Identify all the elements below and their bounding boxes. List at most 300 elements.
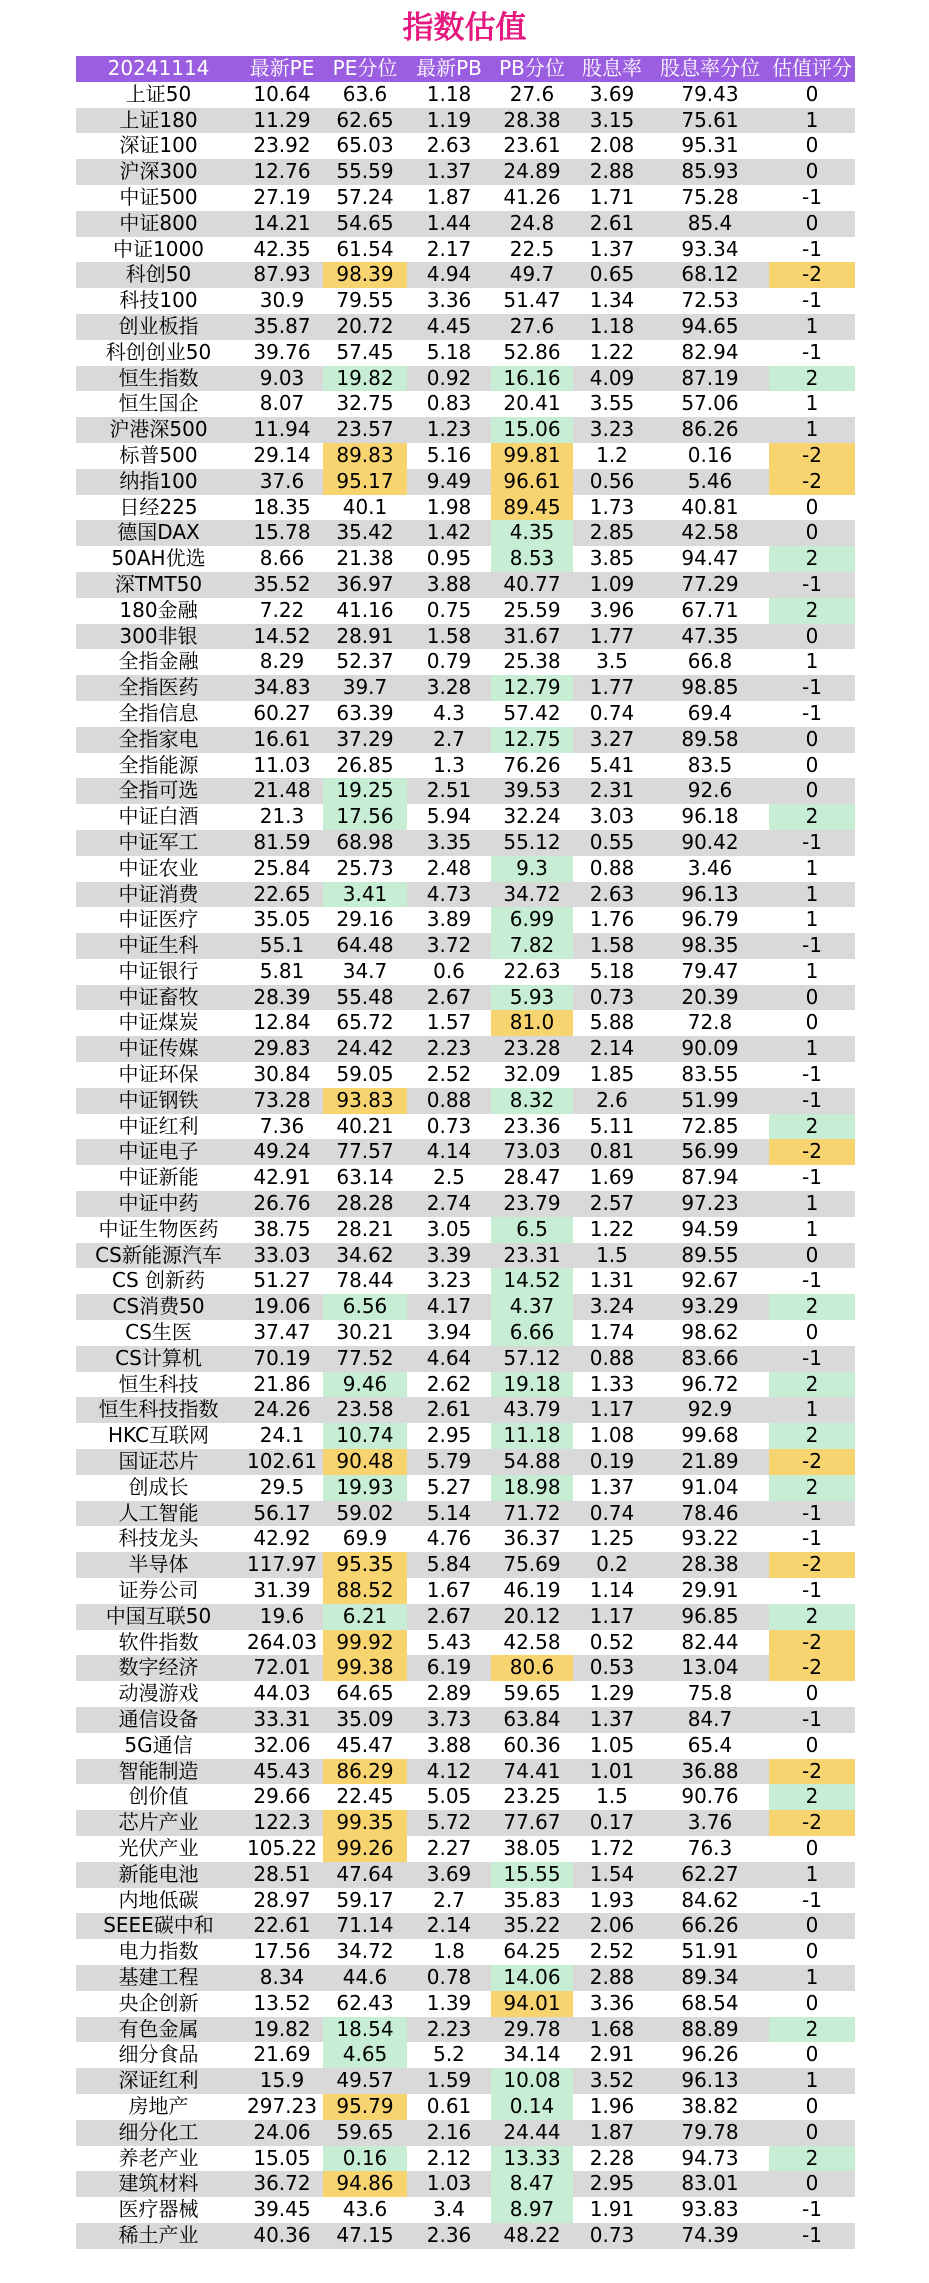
pb-percentile-cell: 0.14 — [491, 2094, 573, 2120]
pe-cell: 8.66 — [241, 546, 323, 572]
pe-cell: 102.61 — [241, 1449, 323, 1475]
header-pb-percentile: PB分位 — [491, 56, 573, 82]
pe-percentile-cell: 10.74 — [323, 1423, 407, 1449]
table-row — [76, 185, 855, 211]
pb-cell: 9.49 — [407, 469, 491, 495]
table-row — [76, 391, 855, 417]
pb-cell: 5.27 — [407, 1475, 491, 1501]
dividend-yield-cell: 1.72 — [573, 1836, 651, 1862]
pb-percentile-cell: 43.79 — [491, 1397, 573, 1423]
valuation-table — [76, 56, 855, 2249]
pb-percentile-cell: 59.65 — [491, 1681, 573, 1707]
pb-percentile-cell: 71.72 — [491, 1501, 573, 1527]
pe-percentile-cell: 79.55 — [323, 288, 407, 314]
dividend-percentile-cell: 98.85 — [651, 675, 769, 701]
pe-percentile-cell: 52.37 — [323, 649, 407, 675]
table-row — [76, 1501, 855, 1527]
pe-percentile-cell: 88.52 — [323, 1578, 407, 1604]
pb-percentile-cell: 23.25 — [491, 1784, 573, 1810]
header-pe: 最新PE — [241, 56, 323, 82]
dividend-percentile-cell: 75.61 — [651, 108, 769, 134]
pe-percentile-cell: 94.86 — [323, 2171, 407, 2197]
pb-cell: 3.94 — [407, 1320, 491, 1346]
table-row — [76, 649, 855, 675]
pb-percentile-cell: 20.12 — [491, 1604, 573, 1630]
dividend-percentile-cell: 79.78 — [651, 2120, 769, 2146]
table-row — [76, 856, 855, 882]
dividend-yield-cell: 2.28 — [573, 2146, 651, 2172]
score-cell: 0 — [769, 1939, 855, 1965]
pe-percentile-cell: 59.02 — [323, 1501, 407, 1527]
pb-percentile-cell: 6.66 — [491, 1320, 573, 1346]
pb-percentile-cell: 35.22 — [491, 1913, 573, 1939]
pe-cell: 11.94 — [241, 417, 323, 443]
dividend-percentile-cell: 96.18 — [651, 804, 769, 830]
pe-cell: 24.26 — [241, 1397, 323, 1423]
table-row — [76, 598, 855, 624]
pb-percentile-cell: 25.38 — [491, 649, 573, 675]
pb-cell: 3.05 — [407, 1217, 491, 1243]
pb-cell: 4.14 — [407, 1139, 491, 1165]
score-cell: 0 — [769, 2042, 855, 2068]
pb-percentile-cell: 14.06 — [491, 1965, 573, 1991]
pb-percentile-cell: 57.42 — [491, 701, 573, 727]
table-row — [76, 624, 855, 650]
pb-percentile-cell: 32.09 — [491, 1062, 573, 1088]
pb-cell: 2.48 — [407, 856, 491, 882]
table-row — [76, 443, 855, 469]
pe-cell: 35.87 — [241, 314, 323, 340]
score-cell: 1 — [769, 314, 855, 340]
pb-cell: 0.6 — [407, 959, 491, 985]
pe-percentile-cell: 37.29 — [323, 727, 407, 753]
pe-cell: 264.03 — [241, 1630, 323, 1656]
score-cell: -2 — [769, 443, 855, 469]
dividend-yield-cell: 3.36 — [573, 1991, 651, 2017]
pe-cell: 31.39 — [241, 1578, 323, 1604]
pe-cell: 12.76 — [241, 159, 323, 185]
pb-cell: 5.14 — [407, 1501, 491, 1527]
score-cell: -1 — [769, 185, 855, 211]
pb-percentile-cell: 32.24 — [491, 804, 573, 830]
dividend-yield-cell: 3.5 — [573, 649, 651, 675]
pe-cell: 35.05 — [241, 907, 323, 933]
pb-cell: 3.39 — [407, 1243, 491, 1269]
pb-percentile-cell: 28.38 — [491, 108, 573, 134]
pe-cell: 33.03 — [241, 1243, 323, 1269]
dividend-yield-cell: 0.17 — [573, 1810, 651, 1836]
pb-percentile-cell: 41.26 — [491, 185, 573, 211]
dividend-yield-cell: 1.93 — [573, 1888, 651, 1914]
score-cell: 1 — [769, 1397, 855, 1423]
pe-cell: 10.64 — [241, 82, 323, 108]
dividend-yield-cell: 1.69 — [573, 1165, 651, 1191]
pb-cell: 3.89 — [407, 907, 491, 933]
index-name-cell: 全指信息 — [76, 701, 241, 727]
pb-percentile-cell: 81.0 — [491, 1010, 573, 1036]
pb-percentile-cell: 23.36 — [491, 1114, 573, 1140]
pe-percentile-cell: 35.09 — [323, 1707, 407, 1733]
pe-cell: 12.84 — [241, 1010, 323, 1036]
dividend-yield-cell: 1.74 — [573, 1320, 651, 1346]
score-cell: -1 — [769, 572, 855, 598]
dividend-percentile-cell: 90.09 — [651, 1036, 769, 1062]
pb-cell: 1.18 — [407, 82, 491, 108]
score-cell: -2 — [769, 469, 855, 495]
score-cell: 1 — [769, 1191, 855, 1217]
pe-cell: 51.27 — [241, 1268, 323, 1294]
dividend-yield-cell: 2.6 — [573, 1088, 651, 1114]
dividend-percentile-cell: 68.12 — [651, 262, 769, 288]
score-cell: 1 — [769, 2068, 855, 2094]
index-name-cell: 中证500 — [76, 185, 241, 211]
score-cell: 2 — [769, 1423, 855, 1449]
score-cell: -1 — [769, 288, 855, 314]
index-name-cell: 稀土产业 — [76, 2223, 241, 2249]
table-row — [76, 262, 855, 288]
pb-percentile-cell: 8.32 — [491, 1088, 573, 1114]
pe-percentile-cell: 57.45 — [323, 340, 407, 366]
header-score: 估值评分 — [769, 56, 855, 82]
dividend-yield-cell: 1.25 — [573, 1526, 651, 1552]
dividend-percentile-cell: 86.26 — [651, 417, 769, 443]
dividend-yield-cell: 1.68 — [573, 2017, 651, 2043]
pb-cell: 1.44 — [407, 211, 491, 237]
pb-percentile-cell: 52.86 — [491, 340, 573, 366]
dividend-percentile-cell: 42.58 — [651, 520, 769, 546]
table-row — [76, 1294, 855, 1320]
table-row — [76, 1243, 855, 1269]
header-dividend-percentile: 股息率分位 — [651, 56, 769, 82]
table-row — [76, 366, 855, 392]
pb-cell: 0.88 — [407, 1088, 491, 1114]
table-row — [76, 288, 855, 314]
dividend-yield-cell: 1.05 — [573, 1733, 651, 1759]
dividend-percentile-cell: 69.4 — [651, 701, 769, 727]
index-name-cell: 科技100 — [76, 288, 241, 314]
pb-cell: 0.83 — [407, 391, 491, 417]
dividend-percentile-cell: 94.73 — [651, 2146, 769, 2172]
pb-percentile-cell: 4.35 — [491, 520, 573, 546]
score-cell: -1 — [769, 675, 855, 701]
dividend-percentile-cell: 62.27 — [651, 1862, 769, 1888]
dividend-yield-cell: 0.52 — [573, 1630, 651, 1656]
index-name-cell: CS 创新药 — [76, 1268, 241, 1294]
pb-percentile-cell: 9.3 — [491, 856, 573, 882]
score-cell: -2 — [769, 1655, 855, 1681]
table-row — [76, 1475, 855, 1501]
dividend-percentile-cell: 75.28 — [651, 185, 769, 211]
pe-cell: 15.05 — [241, 2146, 323, 2172]
pe-cell: 297.23 — [241, 2094, 323, 2120]
score-cell: 0 — [769, 753, 855, 779]
pb-cell: 2.62 — [407, 1372, 491, 1398]
index-name-cell: 动漫游戏 — [76, 1681, 241, 1707]
index-name-cell: 日经225 — [76, 495, 241, 521]
pe-percentile-cell: 34.62 — [323, 1243, 407, 1269]
table-row — [76, 1191, 855, 1217]
dividend-yield-cell: 1.73 — [573, 495, 651, 521]
pb-cell: 3.88 — [407, 1733, 491, 1759]
table-row — [76, 1526, 855, 1552]
dividend-yield-cell: 1.29 — [573, 1681, 651, 1707]
dividend-percentile-cell: 38.82 — [651, 2094, 769, 2120]
pe-cell: 23.92 — [241, 133, 323, 159]
pb-cell: 2.74 — [407, 1191, 491, 1217]
pb-cell: 1.59 — [407, 2068, 491, 2094]
score-cell: 0 — [769, 1836, 855, 1862]
pb-percentile-cell: 76.26 — [491, 753, 573, 779]
dividend-percentile-cell: 65.4 — [651, 1733, 769, 1759]
pb-percentile-cell: 60.36 — [491, 1733, 573, 1759]
dividend-yield-cell: 2.31 — [573, 778, 651, 804]
pb-cell: 3.35 — [407, 830, 491, 856]
dividend-yield-cell: 2.57 — [573, 1191, 651, 1217]
table-row — [76, 1036, 855, 1062]
pb-percentile-cell: 23.28 — [491, 1036, 573, 1062]
pe-cell: 29.83 — [241, 1036, 323, 1062]
index-name-cell: 中证传媒 — [76, 1036, 241, 1062]
dividend-percentile-cell: 87.94 — [651, 1165, 769, 1191]
dividend-percentile-cell: 13.04 — [651, 1655, 769, 1681]
pe-percentile-cell: 62.65 — [323, 108, 407, 134]
pb-cell: 4.73 — [407, 882, 491, 908]
pe-percentile-cell: 59.05 — [323, 1062, 407, 1088]
dividend-yield-cell: 1.37 — [573, 1475, 651, 1501]
table-row — [76, 546, 855, 572]
pe-percentile-cell: 62.43 — [323, 1991, 407, 2017]
dividend-yield-cell: 2.61 — [573, 211, 651, 237]
pe-percentile-cell: 36.97 — [323, 572, 407, 598]
score-cell: -1 — [769, 2197, 855, 2223]
pb-percentile-cell: 28.47 — [491, 1165, 573, 1191]
score-cell: -1 — [769, 1062, 855, 1088]
dividend-percentile-cell: 82.44 — [651, 1630, 769, 1656]
pe-cell: 28.51 — [241, 1862, 323, 1888]
dividend-yield-cell: 1.5 — [573, 1243, 651, 1269]
dividend-percentile-cell: 93.29 — [651, 1294, 769, 1320]
pe-cell: 42.91 — [241, 1165, 323, 1191]
pe-cell: 15.78 — [241, 520, 323, 546]
pe-percentile-cell: 20.72 — [323, 314, 407, 340]
dividend-yield-cell: 1.91 — [573, 2197, 651, 2223]
pb-cell: 2.14 — [407, 1913, 491, 1939]
index-name-cell: 中证800 — [76, 211, 241, 237]
dividend-percentile-cell: 87.19 — [651, 366, 769, 392]
score-cell: 0 — [769, 520, 855, 546]
score-cell: -1 — [769, 340, 855, 366]
pb-percentile-cell: 55.12 — [491, 830, 573, 856]
pe-cell: 24.1 — [241, 1423, 323, 1449]
pe-percentile-cell: 18.54 — [323, 2017, 407, 2043]
score-cell: -1 — [769, 701, 855, 727]
score-cell: 0 — [769, 2120, 855, 2146]
pb-cell: 5.18 — [407, 340, 491, 366]
index-name-cell: 芯片产业 — [76, 1810, 241, 1836]
pe-cell: 11.03 — [241, 753, 323, 779]
pb-cell: 0.95 — [407, 546, 491, 572]
score-cell: 1 — [769, 108, 855, 134]
pe-cell: 81.59 — [241, 830, 323, 856]
table-row — [76, 2017, 855, 2043]
pe-percentile-cell: 9.46 — [323, 1372, 407, 1398]
score-cell: -1 — [769, 2223, 855, 2249]
pb-cell: 0.61 — [407, 2094, 491, 2120]
table-row — [76, 1062, 855, 1088]
pb-percentile-cell: 99.81 — [491, 443, 573, 469]
score-cell: -2 — [769, 1630, 855, 1656]
pb-cell: 4.76 — [407, 1526, 491, 1552]
pb-percentile-cell: 34.14 — [491, 2042, 573, 2068]
score-cell: 2 — [769, 598, 855, 624]
pb-cell: 2.17 — [407, 237, 491, 263]
pe-cell: 35.52 — [241, 572, 323, 598]
pb-cell: 1.39 — [407, 1991, 491, 2017]
pb-cell: 5.05 — [407, 1784, 491, 1810]
dividend-percentile-cell: 47.35 — [651, 624, 769, 650]
pe-percentile-cell: 61.54 — [323, 237, 407, 263]
dividend-yield-cell: 1.22 — [573, 1217, 651, 1243]
pb-cell: 3.88 — [407, 572, 491, 598]
dividend-percentile-cell: 83.5 — [651, 753, 769, 779]
dividend-yield-cell: 1.5 — [573, 1784, 651, 1810]
score-cell: 0 — [769, 1991, 855, 2017]
dividend-yield-cell: 2.95 — [573, 2171, 651, 2197]
table-row — [76, 2223, 855, 2249]
pe-percentile-cell: 95.35 — [323, 1552, 407, 1578]
score-cell: 0 — [769, 624, 855, 650]
pb-cell: 2.36 — [407, 2223, 491, 2249]
index-name-cell: 中证中药 — [76, 1191, 241, 1217]
index-name-cell: 创价值 — [76, 1784, 241, 1810]
dividend-yield-cell: 1.01 — [573, 1759, 651, 1785]
index-name-cell: 半导体 — [76, 1552, 241, 1578]
index-name-cell: 国证芯片 — [76, 1449, 241, 1475]
index-name-cell: 数字经济 — [76, 1655, 241, 1681]
pe-percentile-cell: 6.56 — [323, 1294, 407, 1320]
pb-percentile-cell: 80.6 — [491, 1655, 573, 1681]
pb-cell: 2.23 — [407, 2017, 491, 2043]
pe-percentile-cell: 55.48 — [323, 985, 407, 1011]
pe-cell: 70.19 — [241, 1346, 323, 1372]
pe-percentile-cell: 28.21 — [323, 1217, 407, 1243]
score-cell: -2 — [769, 1552, 855, 1578]
score-cell: 2 — [769, 1475, 855, 1501]
pe-cell: 28.39 — [241, 985, 323, 1011]
pb-percentile-cell: 96.61 — [491, 469, 573, 495]
index-name-cell: 光伏产业 — [76, 1836, 241, 1862]
score-cell: 2 — [769, 2017, 855, 2043]
pb-percentile-cell: 31.67 — [491, 624, 573, 650]
dividend-percentile-cell: 68.54 — [651, 1991, 769, 2017]
dividend-yield-cell: 1.31 — [573, 1268, 651, 1294]
dividend-percentile-cell: 95.31 — [651, 133, 769, 159]
dividend-yield-cell: 5.18 — [573, 959, 651, 985]
table-row — [76, 2042, 855, 2068]
pb-percentile-cell: 23.79 — [491, 1191, 573, 1217]
table-row — [76, 1939, 855, 1965]
table-row — [76, 1604, 855, 1630]
pb-cell: 1.58 — [407, 624, 491, 650]
pe-cell: 37.6 — [241, 469, 323, 495]
table-row — [76, 1346, 855, 1372]
table-row — [76, 520, 855, 546]
pb-percentile-cell: 23.61 — [491, 133, 573, 159]
score-cell: 1 — [769, 1862, 855, 1888]
pe-percentile-cell: 40.21 — [323, 1114, 407, 1140]
dividend-percentile-cell: 92.6 — [651, 778, 769, 804]
dividend-yield-cell: 2.91 — [573, 2042, 651, 2068]
pe-cell: 5.81 — [241, 959, 323, 985]
table-row — [76, 1165, 855, 1191]
table-row — [76, 1810, 855, 1836]
pb-cell: 3.36 — [407, 288, 491, 314]
pb-cell: 5.2 — [407, 2042, 491, 2068]
pe-percentile-cell: 64.48 — [323, 933, 407, 959]
pe-percentile-cell: 90.48 — [323, 1449, 407, 1475]
table-row — [76, 1862, 855, 1888]
pe-percentile-cell: 63.6 — [323, 82, 407, 108]
pb-percentile-cell: 39.53 — [491, 778, 573, 804]
pe-cell: 25.84 — [241, 856, 323, 882]
table-row — [76, 1991, 855, 2017]
pb-percentile-cell: 6.99 — [491, 907, 573, 933]
dividend-percentile-cell: 92.67 — [651, 1268, 769, 1294]
score-cell: 0 — [769, 2171, 855, 2197]
pe-cell: 13.52 — [241, 1991, 323, 2017]
pb-percentile-cell: 75.69 — [491, 1552, 573, 1578]
score-cell: -2 — [769, 1759, 855, 1785]
pb-percentile-cell: 77.67 — [491, 1810, 573, 1836]
dividend-yield-cell: 2.85 — [573, 520, 651, 546]
header-date: 20241114 — [76, 56, 241, 82]
score-cell: 0 — [769, 1320, 855, 1346]
table-row — [76, 108, 855, 134]
table-row — [76, 1268, 855, 1294]
index-name-cell: 科创创业50 — [76, 340, 241, 366]
pe-cell: 56.17 — [241, 1501, 323, 1527]
pb-cell: 2.95 — [407, 1423, 491, 1449]
dividend-yield-cell: 4.09 — [573, 366, 651, 392]
table-row — [76, 2171, 855, 2197]
table-row — [76, 727, 855, 753]
index-name-cell: 电力指数 — [76, 1939, 241, 1965]
pe-cell: 33.31 — [241, 1707, 323, 1733]
table-row — [76, 1088, 855, 1114]
pb-cell: 1.37 — [407, 159, 491, 185]
dividend-percentile-cell: 96.13 — [651, 2068, 769, 2094]
pe-percentile-cell: 30.21 — [323, 1320, 407, 1346]
pe-cell: 27.19 — [241, 185, 323, 211]
score-cell: 0 — [769, 1733, 855, 1759]
pb-cell: 2.51 — [407, 778, 491, 804]
table-row — [76, 495, 855, 521]
pe-percentile-cell: 99.38 — [323, 1655, 407, 1681]
pe-cell: 105.22 — [241, 1836, 323, 1862]
pb-cell: 2.61 — [407, 1397, 491, 1423]
score-cell: 1 — [769, 649, 855, 675]
index-name-cell: CS计算机 — [76, 1346, 241, 1372]
pb-percentile-cell: 36.37 — [491, 1526, 573, 1552]
dividend-yield-cell: 0.73 — [573, 985, 651, 1011]
dividend-percentile-cell: 28.38 — [651, 1552, 769, 1578]
pb-cell: 5.84 — [407, 1552, 491, 1578]
pb-cell: 4.12 — [407, 1759, 491, 1785]
pb-cell: 3.28 — [407, 675, 491, 701]
index-name-cell: 中国互联50 — [76, 1604, 241, 1630]
pb-percentile-cell: 51.47 — [491, 288, 573, 314]
index-name-cell: 中证钢铁 — [76, 1088, 241, 1114]
